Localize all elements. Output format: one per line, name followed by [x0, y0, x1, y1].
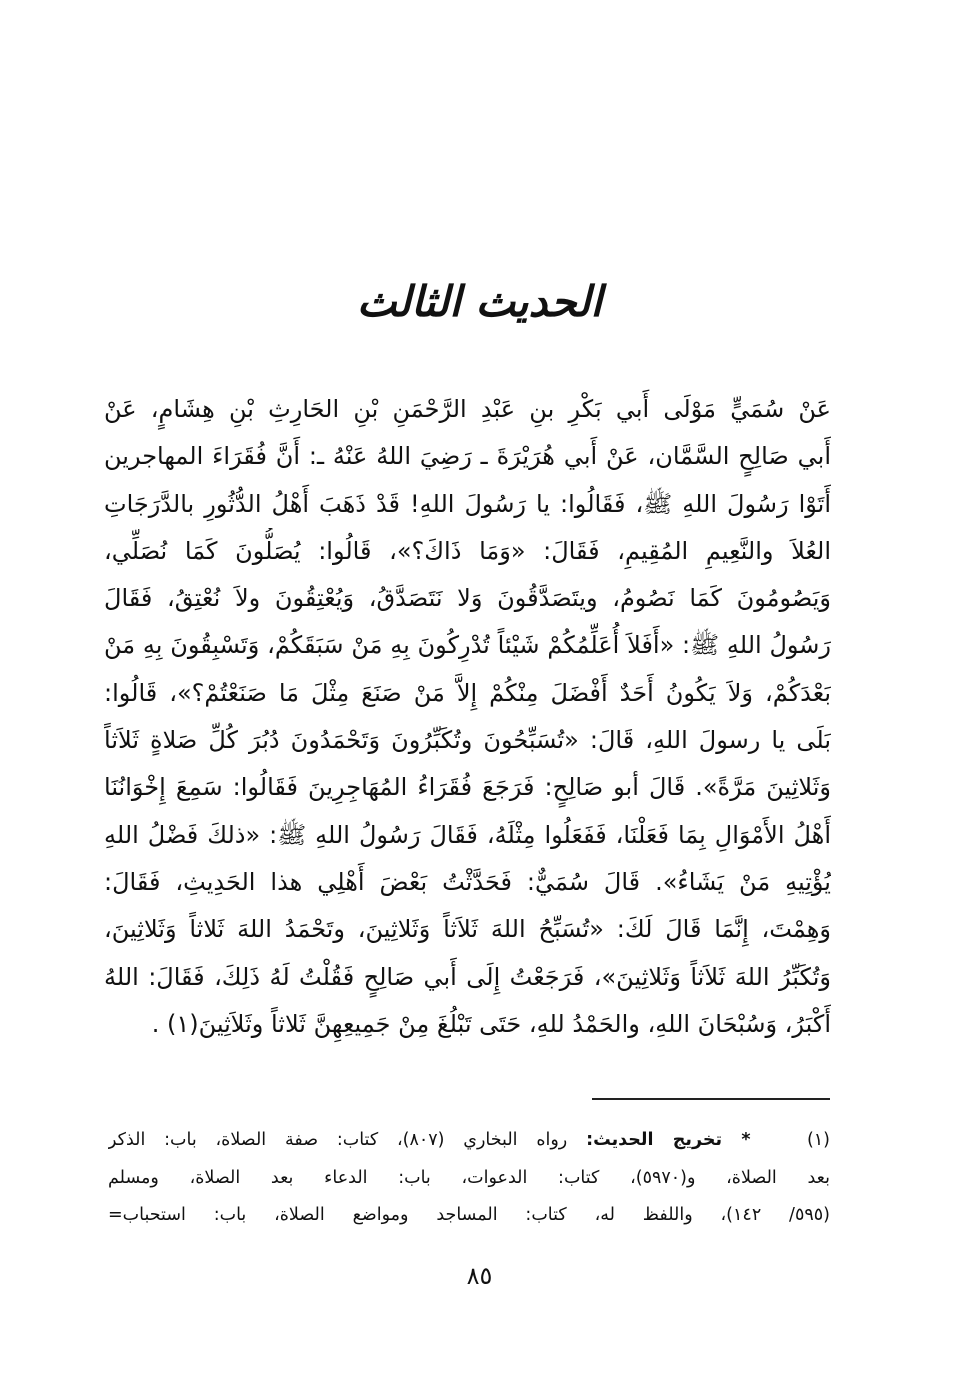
footnote-line: بعد الصلاة، و(٥٩٧٠)، كتاب: الدعوات، باب: الدعاء بعد الصلاة، ومسلم [108, 1167, 830, 1188]
text-line: وَيَصُومُونَ كَمَا نَصُومُ، ويتَصَدَّقُونَ وَلا نَتَصَدَّقُ، وَيُعْتِقُونَ ولاَ نُعْتِقُ، فَقَالَ [104, 584, 831, 613]
footnote [108, 1122, 830, 1235]
text-line: وَهِمْتَ، إِنَّمَا قَالَ لَكَ: «تُسَبِّحُ اللهَ ثَلاَثاً وَثَلاثِينَ، وتَحْمَدُ اللهَ ثَلاثاً وَثَلاثِينَ، [104, 915, 831, 944]
text-line: بَعْدَكُمْ، وَلاَ يَكُونُ أَحَدٌ أَفْضَلَ مِنْكُمْ إِلاَّ مَنْ صَنَعَ مِثْلَ مَا صَنَعْتُمْ؟»، قَالُوا: [104, 678, 831, 707]
text-line: وَتُكَبِّرُ اللهَ ثَلاَثاً وَثَلاثِينَ»، فَرَجَعْتُ إِلَى أَبي صَالِحٍ فَقُلْتُ لَهُ ذَلِكَ، فَقَالَ: اللهُ [104, 962, 831, 991]
page-number: ٨٥ [466, 1262, 493, 1290]
text-line: عَنْ سُمَيٍّ مَوْلَى أَبي بَكْرِ بنِ عَبْدِ الرَّحْمَنِ بْنِ الحَارِثِ بْنِ هِشَامٍ، عَنْ [104, 395, 831, 423]
footnote-divider [592, 1098, 830, 1100]
text-line: يُؤْتِيهِ مَنْ يَشَاءُ». قَالَ سُمَيٌّ: فَحَدَّثْتُ بَعْضَ أَهْلِي هذا الحَدِيثِ، فَقَالَ: [104, 867, 831, 896]
footnote-label: * تخريج الحديث: [586, 1130, 751, 1150]
text-line: العُلاَ والنَّعِيمِ المُقِيمِ، فَقَالَ: «وَمَا ذَاكَ؟»، قَالُوا: يُصَلُّونَ كَمَا نُصَلِّي، [104, 536, 831, 565]
footnote-line [108, 1122, 830, 1160]
text-line: رَسُولُ اللهِ ﷺ: «أَفَلاَ أُعَلِّمُكُمْ شَيْئاً تُدْرِكُونَ بِهِ مَنْ سَبَقَكُمْ، وَتَسْبِقُونَ بِهِ مَنْ [104, 631, 831, 660]
footnote-marker: (١) [806, 1130, 830, 1150]
footnote-line: (٥٩٥/ ١٤٢)، واللفظ له، كتاب: المساجد ومواضع الصلاة، باب: استحباب= [108, 1205, 830, 1225]
text-line: وَثَلاثِينَ مَرَّةً». قَالَ أبو صَالِحٍ: فَرَجَعَ فُقَرَاءُ المُهَاجِرِينَ فَقَالُوا: سَمِعَ إِخْوَانُنَا [104, 773, 831, 802]
chapter-title: الحديث الثالث [356, 277, 603, 326]
hadith-text [104, 386, 831, 1048]
text-line: أَبي صَالِحٍ السَّمَّان، عَنْ أَبي هُرَيْرَةَ ـ رَضِيَ اللهُ عَنْهُ ـ: أَنَّ فُقَرَاءَ المهاجرين [104, 442, 831, 471]
text-line: أَكْبَرُ، وَسُبْحَانَ اللهِ، والحَمْدُ للهِ، حَتَى تَبْلُغَ مِنْ جَمِيعِهِنَّ ثَلاثاً وثَلاَثِينَ(١) . [151, 1009, 831, 1038]
text-line: أَتَوْا رَسُولَ اللهِ ﷺ، فَقَالُوا: يا رَسُولَ اللهِ! قَدْ ذَهَبَ أَهْلُ الدُّثُورِ بالدَّرَجَاتِ [104, 489, 831, 518]
footnote-text: رواه البخاري (٨٠٧)، كتاب: صفة الصلاة، باب: الذكر [108, 1130, 568, 1150]
text-line: أَهْلُ الأَمْوَالِ بِمَا فَعَلْنَا، فَفَعَلُوا مِثْلَهُ، فَقَالَ رَسُولُ اللهِ ﷺ: «ذلكَ فَضْلُ اللهِ [104, 820, 831, 849]
text-line: بَلَى يا رسولَ اللهِ، قَالَ: «تُسَبِّحُونَ وتُكَبِّرُونَ وَتَحْمَدُونَ دُبُرَ كُلِّ صَلاةٍ ثَلاَثاً [104, 726, 831, 755]
